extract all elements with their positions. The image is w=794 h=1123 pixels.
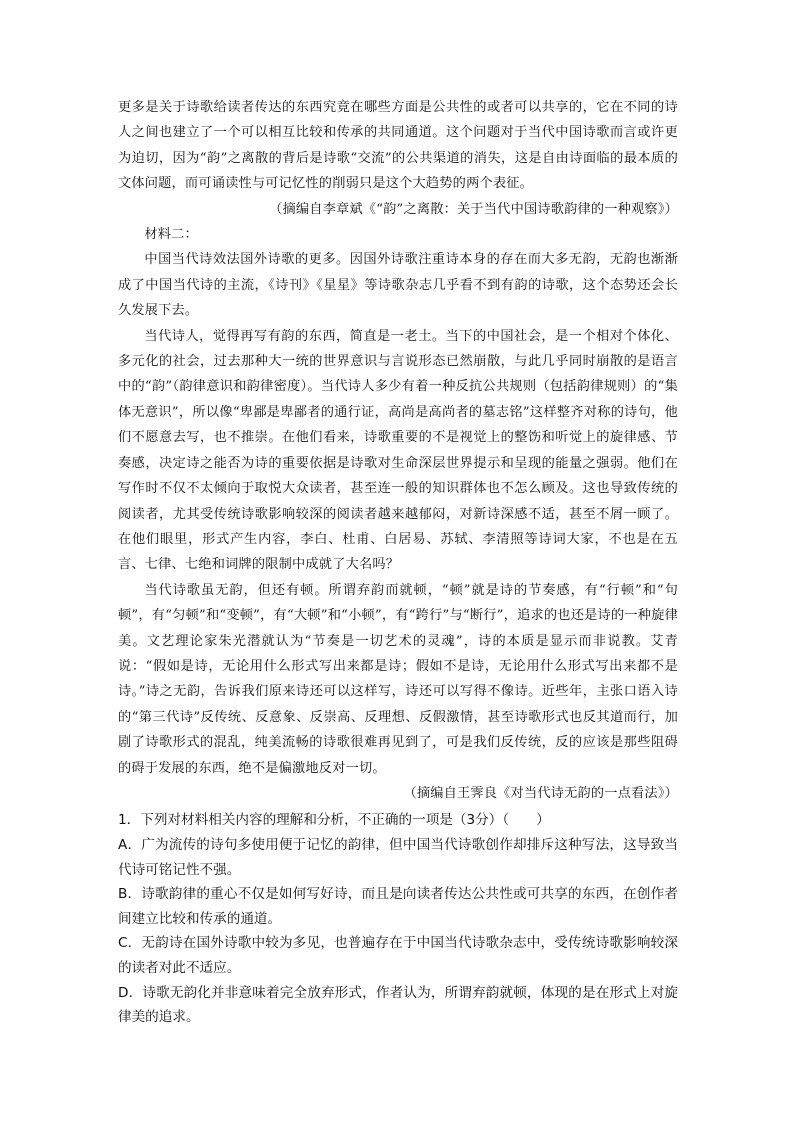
source-citation-1: （摘编自李章斌《“韵”之离散：关于当代中国诗歌韵律的一种观察》） — [269, 201, 678, 217]
material1-tail-paragraph: 更多是关于诗歌给读者传达的东西究竟在哪些方面是公共性的或者可以共享的，它在不同的诗人之间也建立了一个可以相互比较和传承的共同通道。这个问题对于当代中国诗歌而言或许更为迫切，因为“韵”之离散的背后是诗歌“交流”的公共渠道的消失，这是自由诗面临的最本质的文体问题，而可诵读性与可记忆性的削弱只是这个大趋势的两个表征。 — [118, 100, 678, 192]
question-1 — [118, 808, 678, 1029]
option-a[interactable]: A．广为流传的诗句多使用便于记忆的韵律，但中国当代诗歌创作却排斥这种写法，这导致当代诗可铭记性不强。 — [118, 836, 678, 878]
question-stem: 1．下列对材料相关内容的理解和分析，不正确的一项是（3分）（ ） — [118, 812, 550, 829]
material2-paragraph-3: 当代诗歌虽无韵，但还有顿。所谓弃韵而就顿，“顿”就是诗的节奏感，有“行顿”和“句顿”，有“匀顿”和“变顿”，有“大顿”和“小顿”，有“跨行”与“断行”，追求的也还是诗的一种旋律美。文艺理论家朱光潜就认为“节奏是一切艺术的灵魂”，诗的本质是显示而非说教。艾青说：“假如是诗，无论用什么形式写出来都是诗；假如不是诗，无论用什么形式写出来都不是诗。”诗之无韵，告诉我们原来诗还可以这样写，诗还可以写得不像诗。近些年，主张口语入诗的“第三代诗”反传统、反意象、反崇高、反理想、反假激情，甚至诗歌形式也反其道而行，加剧了诗歌形式的混乱，纯美流畅的诗歌很难再见到了，可是我们反传统，反的应该是那些阻碍的碍于发展的东西，绝不是偏激地反对一切。 — [118, 582, 678, 776]
source-citation-2: （摘编自王霁良《对当代诗无韵的一点看法》） — [403, 785, 678, 801]
option-b[interactable]: B．诗歌韵律的重心不仅是如何写好诗，而且是向读者传达公共性或可共享的东西，在创作者间建立比较和传承的通道。 — [118, 886, 678, 927]
document-body — [118, 95, 678, 1030]
material2-paragraph-1: 中国当代诗效法国外诗歌的更多。因国外诗歌注重诗本身的存在而大多无韵，无韵也渐渐成了中国当代诗的主流，《诗刊》《星星》等诗歌杂志几乎看不到有韵的诗歌，这个态势还会长久发展下去。 — [118, 252, 678, 319]
material2-paragraph-2: 当代诗人，觉得再写有韵的东西，简直是一老土。当下的中国社会，是一个相对个体化、多元化的社会，过去那种大一统的世界意识与言说形态已然崩散，与此几乎同时崩散的是语言中的“韵”（韵律意识和韵律密度）。当代诗人多少有着一种反抗公共规则（包括韵律规则）的“集体无意识”，所以像“卑鄙是卑鄙者的通行证，高尚是高尚者的墓志铭”这样整齐对称的诗句，他们不愿意去写，也不推崇。在他们看来，诗歌重要的不是视觉上的整饬和听觉上的旋律感、节奏感，决定诗之能否为诗的重要依据是诗歌对生命深层世界提示和呈现的能量之强弱。他们在写作时不仅不太倾向于取悦大众读者，甚至连一般的知识群体也不怎么顾及。这也导致传统的阅读者，尤其受传统诗歌影响较深的阅读者越来越郁闷，对新诗深感不适，甚至不屑一顾了。在他们眼里，形式产生内容，李白、杜甫、白居易、苏轼、李清照等诗词大家，不也是在五言、七律、七绝和词牌的限制中成就了大名吗？ — [118, 328, 678, 573]
option-d[interactable]: D．诗歌无韵化并非意味着完全放弃形式，作者认为，所谓弃韵就顿，体现的是在形式上对旋律美的追求。 — [118, 984, 678, 1026]
option-c[interactable]: C．无韵诗在国外诗歌中较为多见，也普遍存在于中国当代诗歌杂志中，受传统诗歌影响较深的读者对此不适应。 — [118, 935, 678, 976]
material2-label: 材料二： — [144, 227, 198, 243]
